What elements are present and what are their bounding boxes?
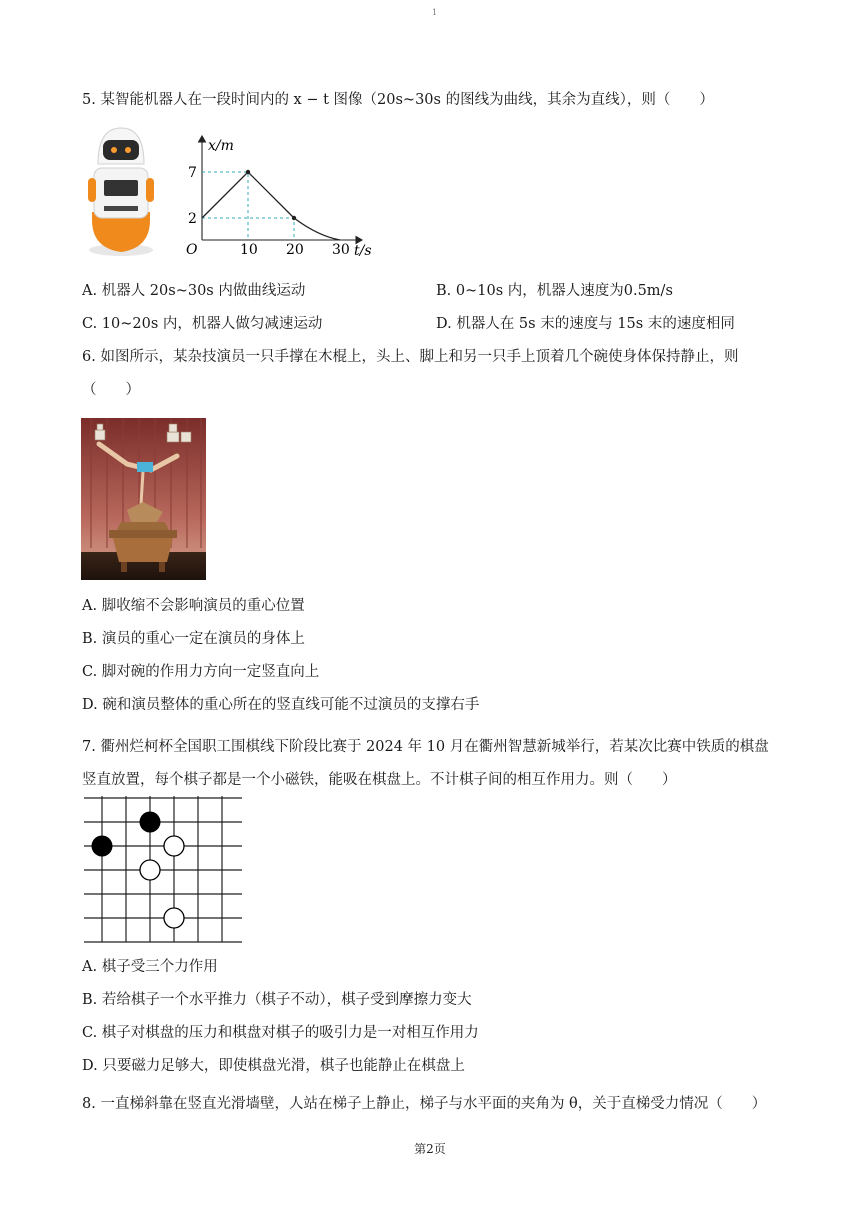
white-stone	[164, 908, 184, 928]
black-stone	[92, 836, 113, 857]
q6-stem-line1: 6. 如图所示，某杂技演员一只手撑在木棍上，头上、脚上和另一只手上顶着几个碗使身体保持静止，则	[82, 349, 739, 365]
q6-option-c: C. 脚对碗的作用力方向一定竖直向上	[82, 664, 320, 680]
graph-xtick-30: 30	[332, 242, 350, 258]
header-mark: 1	[432, 8, 438, 17]
white-stone	[140, 860, 160, 880]
q7-option-c: C. 棋子对棋盘的压力和棋盘对棋子的吸引力是一对相互作用力	[82, 1025, 479, 1041]
graph-ytick-2: 2	[188, 211, 197, 227]
q5-option-a: A. 机器人 20s~30s 内做曲线运动	[82, 283, 306, 299]
go-board-diagram	[84, 796, 244, 944]
q7-option-d: D. 只要磁力足够大，即使棋盘光滑，棋子也能静止在棋盘上	[82, 1058, 465, 1074]
q7-stem-line1: 7. 衢州烂柯杯全国职工围棋线下阶段比赛于 2024 年 10 月在衢州智慧新城举行，若某次比赛中铁质的棋盘	[82, 739, 769, 755]
q5-option-c: C. 10~20s 内，机器人做匀减速运动	[82, 316, 323, 332]
black-stone	[140, 812, 161, 833]
graph-xtick-20: 20	[286, 242, 304, 258]
q5-option-d: D. 机器人在 5s 末的速度与 15s 末的速度相同	[436, 316, 735, 332]
robot-illustration	[84, 124, 158, 258]
graph-xlabel: t/s	[354, 243, 372, 259]
graph-origin: O	[186, 242, 198, 258]
q7-option-a: A. 棋子受三个力作用	[82, 959, 218, 975]
q8-stem: 8. 一直梯斜靠在竖直光滑墙壁，人站在梯子上静止，梯子与水平面的夹角为 θ，关于直梯受力情况（ ）	[82, 1096, 767, 1112]
q7-option-b: B. 若给棋子一个水平推力（棋子不动），棋子受到摩擦力变大	[82, 992, 472, 1008]
graph-ytick-7: 7	[188, 165, 197, 181]
q6-stem-line2: （ ）	[82, 382, 140, 398]
graph-ylabel: x/m	[208, 138, 234, 154]
q6-option-d: D. 碗和演员整体的重心所在的竖直线可能不过演员的支撑右手	[82, 697, 480, 713]
graph-curve-segment	[294, 218, 340, 240]
acrobat-photo	[81, 418, 206, 580]
white-stone	[164, 836, 184, 856]
xt-graph	[180, 128, 380, 264]
q5-option-b: B. 0~10s 内，机器人速度为0.5m/s	[436, 283, 673, 299]
q6-option-b: B. 演员的重心一定在演员的身体上	[82, 631, 305, 647]
q6-option-a: A. 脚收缩不会影响演员的重心位置	[82, 598, 305, 614]
q7-stem-line2: 竖直放置，每个棋子都是一个小磁铁，能吸在棋盘上。不计棋子间的相互作用力。则（ ）	[82, 772, 677, 788]
graph-xtick-10: 10	[240, 242, 258, 258]
q5-stem: 5. 某智能机器人在一段时间内的 x − t 图像（20s~30s 的图线为曲线，其余为直线），则（ ）	[82, 92, 714, 108]
page-number: 第2页	[414, 1142, 446, 1156]
